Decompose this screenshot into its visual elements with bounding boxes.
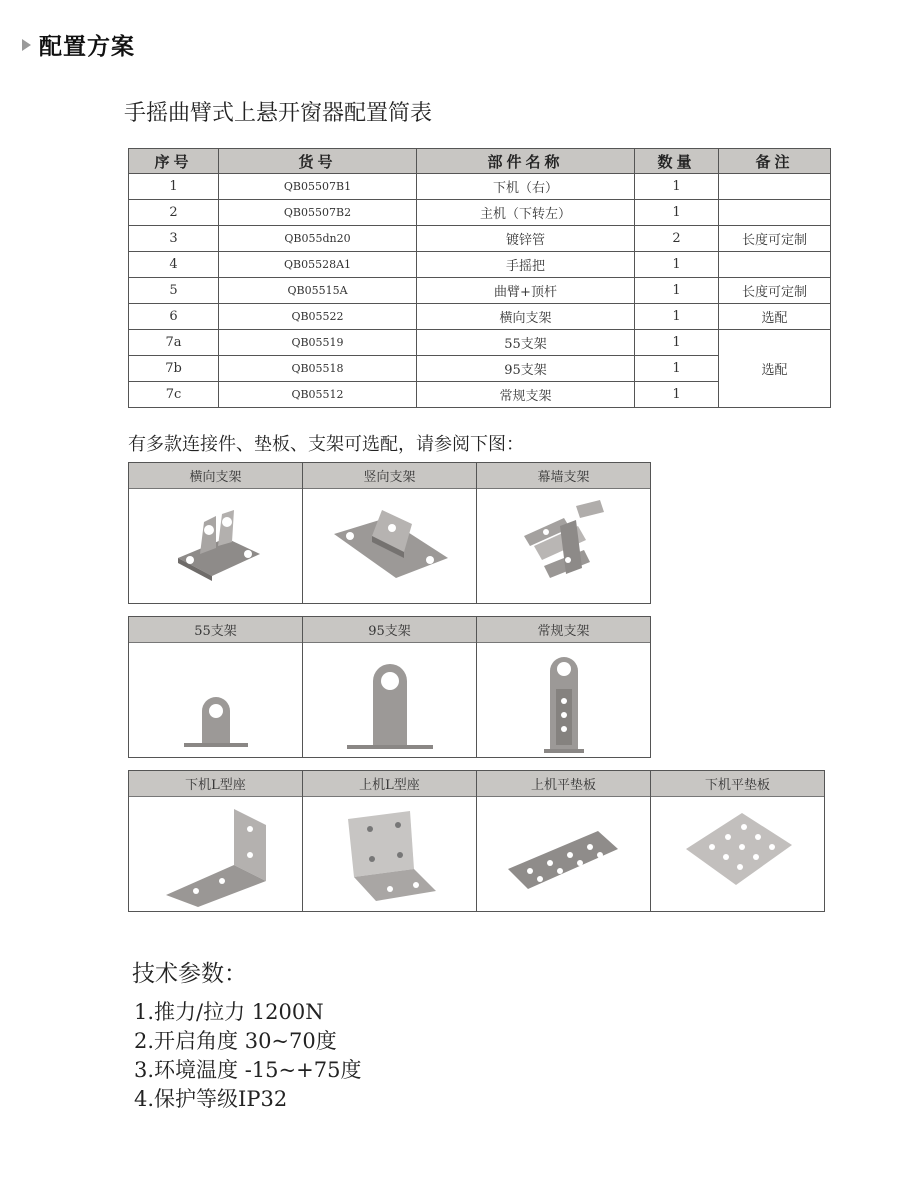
cell-code: QB05507B1 bbox=[219, 174, 417, 200]
cell-qty: 1 bbox=[635, 174, 719, 200]
part-card bbox=[128, 770, 303, 912]
part-card bbox=[650, 770, 825, 912]
triangle-bullet-icon bbox=[22, 39, 31, 51]
part-caption: 上机L型座 bbox=[303, 771, 476, 797]
part-card bbox=[302, 770, 477, 912]
horizontal-bracket-image bbox=[129, 489, 302, 603]
cell-note: 选配 bbox=[719, 304, 831, 330]
bracket-55-image bbox=[129, 643, 302, 757]
cell-no: 7c bbox=[129, 382, 219, 408]
part-card bbox=[476, 770, 651, 912]
cell-no: 1 bbox=[129, 174, 219, 200]
specs-list bbox=[134, 998, 361, 1114]
part-caption: 竖向支架 bbox=[303, 463, 476, 489]
lower-l-seat-image bbox=[129, 797, 302, 911]
part-caption: 95支架 bbox=[303, 617, 476, 643]
part-caption: 常规支架 bbox=[477, 617, 650, 643]
cell-name: 主机（下转左） bbox=[417, 200, 635, 226]
spec-item: 2.开启角度 30~70度 bbox=[134, 1029, 337, 1053]
cell-note-merged: 选配 bbox=[719, 330, 831, 408]
cell-qty: 1 bbox=[635, 252, 719, 278]
specs-title: 技术参数： bbox=[132, 961, 247, 987]
cell-no: 6 bbox=[129, 304, 219, 330]
cell-no: 7b bbox=[129, 356, 219, 382]
part-card bbox=[476, 462, 651, 604]
cell-code: QB055dn20 bbox=[219, 226, 417, 252]
cell-code: QB05528A1 bbox=[219, 252, 417, 278]
cell-code: QB05515A bbox=[219, 278, 417, 304]
cell-note bbox=[719, 252, 831, 278]
cell-name: 镀锌管 bbox=[417, 226, 635, 252]
cell-code: QB05518 bbox=[219, 356, 417, 382]
cell-note: 长度可定制 bbox=[719, 278, 831, 304]
bracket-row-2 bbox=[128, 616, 651, 758]
cell-qty: 1 bbox=[635, 330, 719, 356]
spec-item: 4.保护等级IP32 bbox=[134, 1087, 288, 1111]
table-row bbox=[129, 252, 831, 278]
cell-code: QB05522 bbox=[219, 304, 417, 330]
table-row bbox=[129, 278, 831, 304]
part-card bbox=[128, 616, 303, 758]
cell-no: 2 bbox=[129, 200, 219, 226]
table-header-row bbox=[129, 149, 831, 174]
cell-name: 常规支架 bbox=[417, 382, 635, 408]
table-title: 手摇曲臂式上悬开窗器配置简表 bbox=[124, 101, 433, 126]
col-header-code: 货号 bbox=[219, 149, 417, 174]
cell-note bbox=[719, 200, 831, 226]
cell-code: QB05507B2 bbox=[219, 200, 417, 226]
gallery-title: 有多款连接件、垫板、支架可选配，请参阅下图： bbox=[128, 434, 524, 455]
part-card bbox=[476, 616, 651, 758]
table-row bbox=[129, 174, 831, 200]
cell-note: 长度可定制 bbox=[719, 226, 831, 252]
col-header-no: 序号 bbox=[129, 149, 219, 174]
cell-qty: 2 bbox=[635, 226, 719, 252]
cell-no: 3 bbox=[129, 226, 219, 252]
cell-name: 曲臂+顶杆 bbox=[417, 278, 635, 304]
cell-no: 7a bbox=[129, 330, 219, 356]
upper-flat-plate-image bbox=[477, 797, 650, 911]
spec-item: 1.推力/拉力 1200N bbox=[134, 1000, 324, 1024]
standard-bracket-image bbox=[477, 643, 650, 757]
table-row bbox=[129, 330, 831, 356]
cell-name: 手摇把 bbox=[417, 252, 635, 278]
table-row bbox=[129, 226, 831, 252]
part-caption: 55支架 bbox=[129, 617, 302, 643]
cell-name: 55支架 bbox=[417, 330, 635, 356]
cell-code: QB05519 bbox=[219, 330, 417, 356]
cell-qty: 1 bbox=[635, 304, 719, 330]
cell-name: 横向支架 bbox=[417, 304, 635, 330]
section-title: 配置方案 bbox=[39, 34, 135, 60]
cell-no: 5 bbox=[129, 278, 219, 304]
part-card bbox=[302, 462, 477, 604]
table-row bbox=[129, 304, 831, 330]
part-caption: 横向支架 bbox=[129, 463, 302, 489]
vertical-bracket-image bbox=[303, 489, 476, 603]
spec-item: 3.环境温度 -15~+75度 bbox=[134, 1058, 362, 1082]
cell-note bbox=[719, 174, 831, 200]
part-card bbox=[128, 462, 303, 604]
cell-qty: 1 bbox=[635, 382, 719, 408]
cell-qty: 1 bbox=[635, 200, 719, 226]
bracket-row-1 bbox=[128, 462, 651, 604]
bracket-95-image bbox=[303, 643, 476, 757]
upper-l-seat-image bbox=[303, 797, 476, 911]
col-header-note: 备注 bbox=[719, 149, 831, 174]
col-header-qty: 数量 bbox=[635, 149, 719, 174]
cell-code: QB05512 bbox=[219, 382, 417, 408]
part-card bbox=[302, 616, 477, 758]
lower-flat-plate-image bbox=[651, 797, 824, 911]
col-header-name: 部件名称 bbox=[417, 149, 635, 174]
curtain-wall-bracket-image bbox=[477, 489, 650, 603]
cell-qty: 1 bbox=[635, 278, 719, 304]
cell-qty: 1 bbox=[635, 356, 719, 382]
part-caption: 下机L型座 bbox=[129, 771, 302, 797]
plate-row bbox=[128, 770, 825, 912]
cell-no: 4 bbox=[129, 252, 219, 278]
part-caption: 上机平垫板 bbox=[477, 771, 650, 797]
config-table bbox=[128, 148, 831, 408]
table-row bbox=[129, 200, 831, 226]
cell-name: 95支架 bbox=[417, 356, 635, 382]
cell-name: 下机（右） bbox=[417, 174, 635, 200]
section-header bbox=[22, 28, 135, 61]
part-caption: 幕墙支架 bbox=[477, 463, 650, 489]
part-caption: 下机平垫板 bbox=[651, 771, 824, 797]
